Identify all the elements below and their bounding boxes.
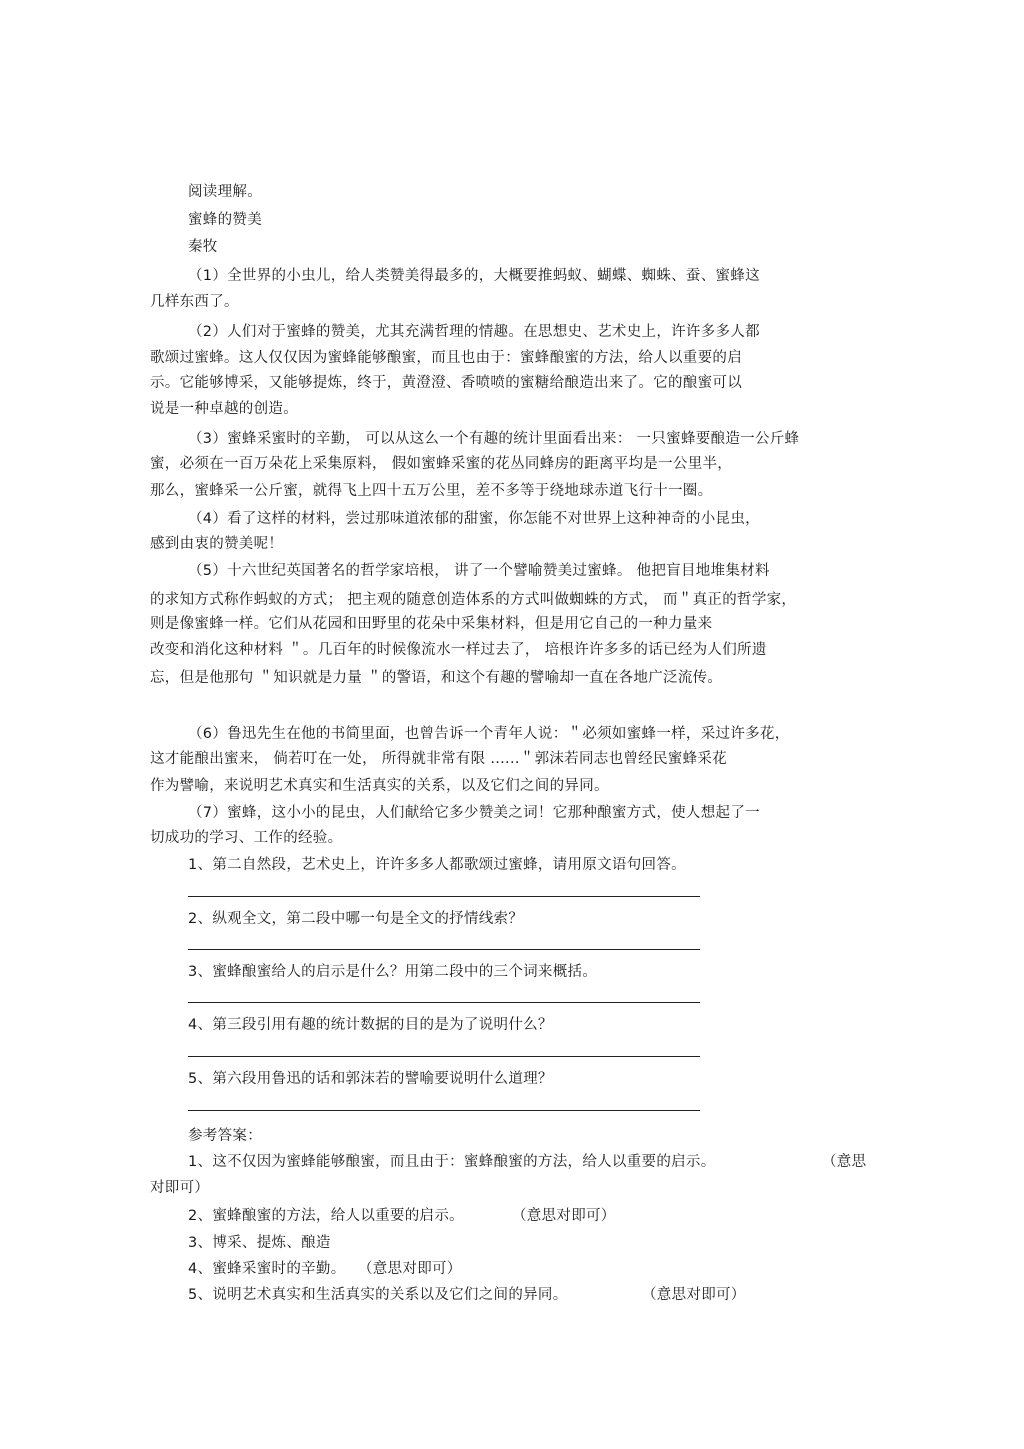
paragraph-6-line-1: （6）鲁迅先生在他的书简里面，也曾告诉一个青年人说：＂必须如蜜蜂一样，采过许多花， (188, 726, 790, 742)
answer-1-note-cont: 对即可） (150, 1180, 210, 1196)
instruction: 阅读理解。 (188, 184, 262, 200)
paragraph-2-line-1: （2）人们对于蜜蜂的赞美，尤其充满哲理的情趣。在思想史、艺术史上，许许多多人都 (188, 324, 760, 340)
answer-line-5[interactable] (188, 1110, 700, 1111)
paragraph-7-line-2: 切成功的学习、工作的经验。 (150, 830, 343, 846)
answer-line-4[interactable] (188, 1056, 700, 1057)
paragraph-2-line-2: 歌颂过蜜蜂。这人仅仅因为蜜蜂能够酿蜜，而且也由于：蜜蜂酿蜜的方法，给人以重要的启 (150, 350, 742, 366)
paragraph-3-line-1: （3）蜜蜂采蜜时的辛勤， 可以从这么一个有趣的统计里面看出来： 一只蜜蜂要酿造一公斤蜂 (188, 431, 800, 447)
question-2: 2、纵观全文，第二段中哪一句是全文的抒情线索？ (188, 911, 524, 927)
paragraph-6-line-2: 这才能酿出蜜来， 倘若叮在一处， 所得就非常有限 ......＂郭沫若同志也曾经民蜜蜂采花 (150, 751, 727, 767)
question-3: 3、蜜蜂酿蜜给人的启示是什么？用第二段中的三个词来概括。 (188, 964, 598, 980)
paragraph-4-line-2: 感到由衷的赞美呢！ (150, 536, 284, 552)
answer-4: 4、蜜蜂采蜜时的辛勤。 (188, 1261, 346, 1277)
paragraph-6-line-3: 作为譬喻，来说明艺术真实和生活真实的关系，以及它们之间的异同。 (150, 778, 609, 794)
answer-2: 2、蜜蜂酿蜜的方法，给人以重要的启示。 (188, 1208, 464, 1224)
paragraph-7-line-1: （7）蜜蜂，这小小的昆虫，人们献给它多少赞美之词！它那种酿蜜方式，使人想起了一 (188, 805, 760, 821)
answer-5-note: （意思对即可） (642, 1287, 746, 1303)
paragraph-5-line-4: 改变和消化这种材料 ＂。几百年的时候像流水一样过去了， 培根许许多多的话已经为人们所遗 (150, 642, 767, 658)
article-title: 蜜蜂的赞美 (188, 212, 262, 228)
answer-5: 5、说明艺术真实和生活真实的关系以及它们之间的异同。 (188, 1287, 568, 1303)
answer-2-note: （意思对即可） (512, 1208, 616, 1224)
paragraph-3-line-2: 蜜，必须在一百万朵花上采集原料， 假如蜜蜂采蜜的花丛同蜂房的距离平均是一公里半， (150, 456, 733, 472)
paragraph-5-line-2: 的求知方式称作蚂蚁的方式； 把主观的随意创造体系的方式叫做蜘蛛的方式， 而＂真正的哲学家， (150, 592, 797, 608)
paragraph-2-line-4: 说是一种卓越的创造。 (150, 401, 298, 417)
answer-line-3[interactable] (188, 1002, 700, 1003)
answers-heading: 参考答案： (188, 1128, 262, 1144)
paragraph-1-line-2: 几样东西了。 (150, 294, 239, 310)
answer-line-2[interactable] (188, 949, 700, 950)
paragraph-4-line-1: （4）看了这样的材料，尝过那味道浓郁的甜蜜，你怎能不对世界上这种神奇的小昆虫， (188, 511, 760, 527)
answer-4-note: （意思对即可） (358, 1261, 462, 1277)
question-1: 1、第二自然段，艺术史上，许许多多人都歌颂过蜜蜂，请用原文语句回答。 (188, 857, 686, 873)
answer-3: 3、博采、提炼、酿造 (188, 1235, 331, 1251)
paragraph-5-line-1: （5）十六世纪英国著名的哲学家培根， 讲了一个譬喻赞美过蜜蜂。 他把盲目地堆集材料 (188, 563, 770, 579)
question-4: 4、第三段引用有趣的统计数据的目的是为了说明什么？ (188, 1017, 553, 1033)
question-5: 5、第六段用鲁迅的话和郭沫若的譬喻要说明什么道理？ (188, 1071, 553, 1087)
answer-line-1[interactable] (188, 896, 700, 897)
paragraph-1-line-1: （1）全世界的小虫儿，给人类赞美得最多的，大概要推蚂蚁、蝴蝶、蜘蛛、蚕、蜜蜂这 (188, 268, 760, 284)
paragraph-5-line-3: 则是像蜜蜂一样。它们从花园和田野里的花朵中采集材料，但是用它自己的一种力量来 (150, 616, 713, 632)
answer-1: 1、这不仅因为蜜蜂能够酿蜜，而且由于：蜜蜂酿蜜的方法，给人以重要的启示。 (188, 1154, 716, 1170)
paragraph-2-line-3: 示。它能够博采，又能够提炼，终于，黄澄澄、香喷喷的蜜糖给酿造出来了。它的酿蜜可以 (150, 375, 742, 391)
article-author: 秦牧 (188, 239, 218, 255)
paragraph-3-line-3: 那么，蜜蜂采一公斤蜜，就得飞上四十五万公里，差不多等于绕地球赤道飞行十一圈。 (150, 483, 713, 499)
paragraph-5-line-5: 忘，但是他那句 ＂知识就是力量 ＂的警语，和这个有趣的譬喻却一直在各地广泛流传。 (150, 670, 723, 686)
answer-1-note: （意思 (822, 1154, 867, 1170)
